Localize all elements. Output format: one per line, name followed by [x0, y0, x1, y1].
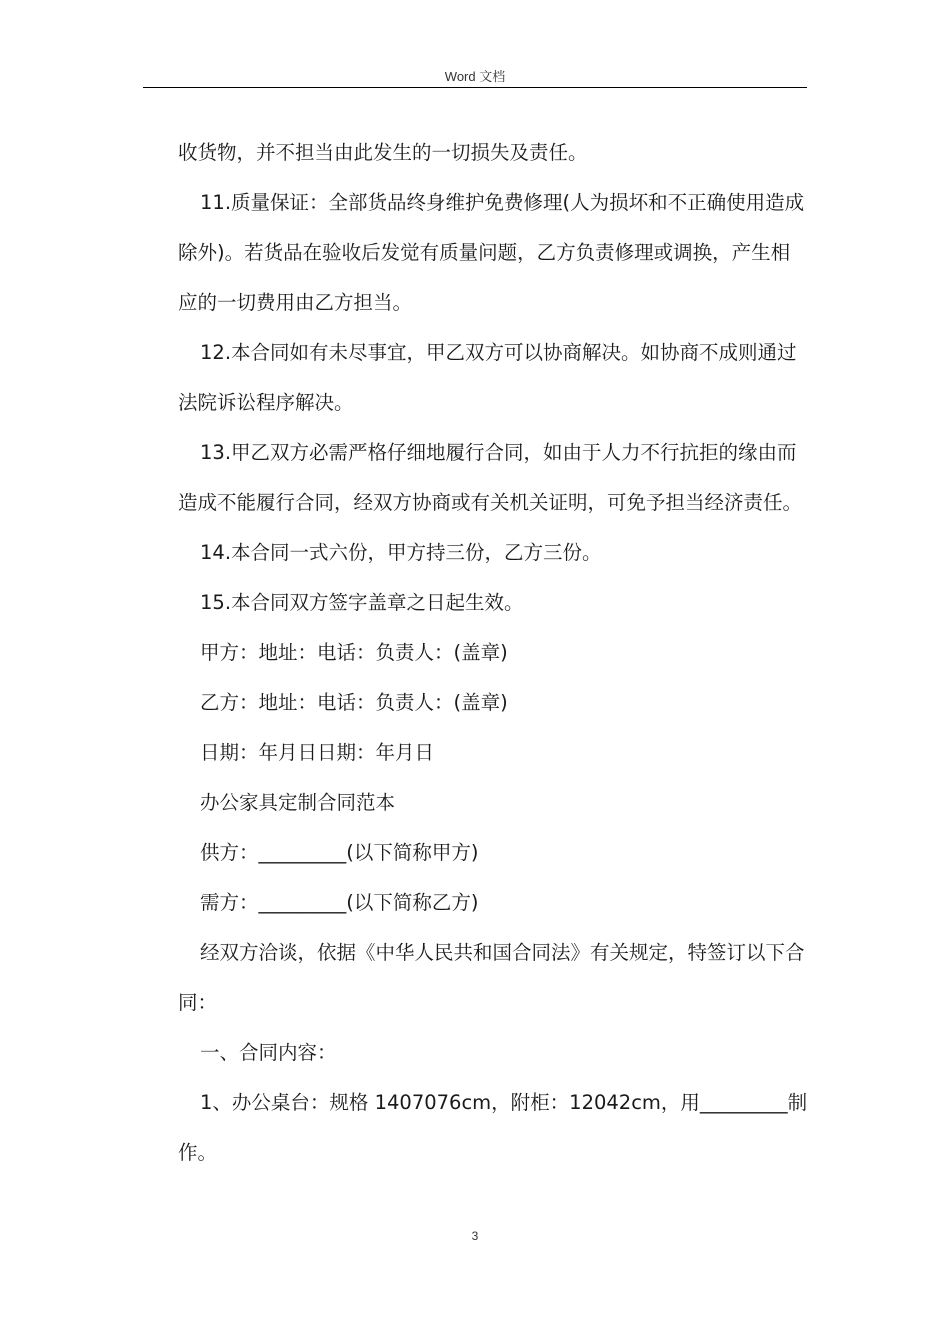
- document-body: [178, 128, 808, 1178]
- paragraph-1: 收货物，并不担当由此发生的一切损失及责任。: [178, 141, 588, 164]
- paragraph-9: 日期：年月日日期：年月日: [200, 741, 435, 764]
- document-header-title: Word 文档: [444, 69, 506, 84]
- paragraph-12: 需方：_________(以下简称乙方): [200, 891, 479, 914]
- paragraph-4: 13.甲乙双方必需严格仔细地履行合同，如由于人力不行抗拒的缘由而造成不能履行合同，经双方协商或有关机关证明，可免予担当经济责任。: [178, 441, 803, 514]
- paragraph-7: 甲方：地址：电话：负责人：(盖章): [200, 641, 508, 664]
- page-number: 3: [471, 1229, 479, 1243]
- header-divider: [143, 87, 807, 88]
- paragraph-10: 办公家具定制合同范本: [200, 791, 396, 814]
- paragraph-13: 经双方洽谈，依据《中华人民共和国合同法》有关规定，特签订以下合同：: [178, 941, 805, 1014]
- paragraph-11: 供方：_________(以下简称甲方): [200, 841, 479, 864]
- paragraph-2: 11.质量保证：全部货品终身维护免费修理(人为损坏和不正确使用造成除外)。若货品在验收后发觉有质量问题，乙方负责修理或调换，产生相应的一切费用由乙方担当。: [178, 191, 805, 314]
- paragraph-8: 乙方：地址：电话：负责人：(盖章): [200, 691, 508, 714]
- paragraph-14: 一、合同内容：: [200, 1041, 337, 1064]
- paragraph-6: 15.本合同双方签字盖章之日起生效。: [200, 591, 524, 614]
- paragraph-15: 1、办公桌台：规格 1407076cm，附柜：12042cm，用_________制作。: [178, 1091, 808, 1164]
- paragraph-5: 14.本合同一式六份，甲方持三份，乙方三份。: [200, 541, 602, 564]
- paragraph-3: 12.本合同如有未尽事宜，甲乙双方可以协商解决。如协商不成则通过法院诉讼程序解决。: [178, 341, 797, 414]
